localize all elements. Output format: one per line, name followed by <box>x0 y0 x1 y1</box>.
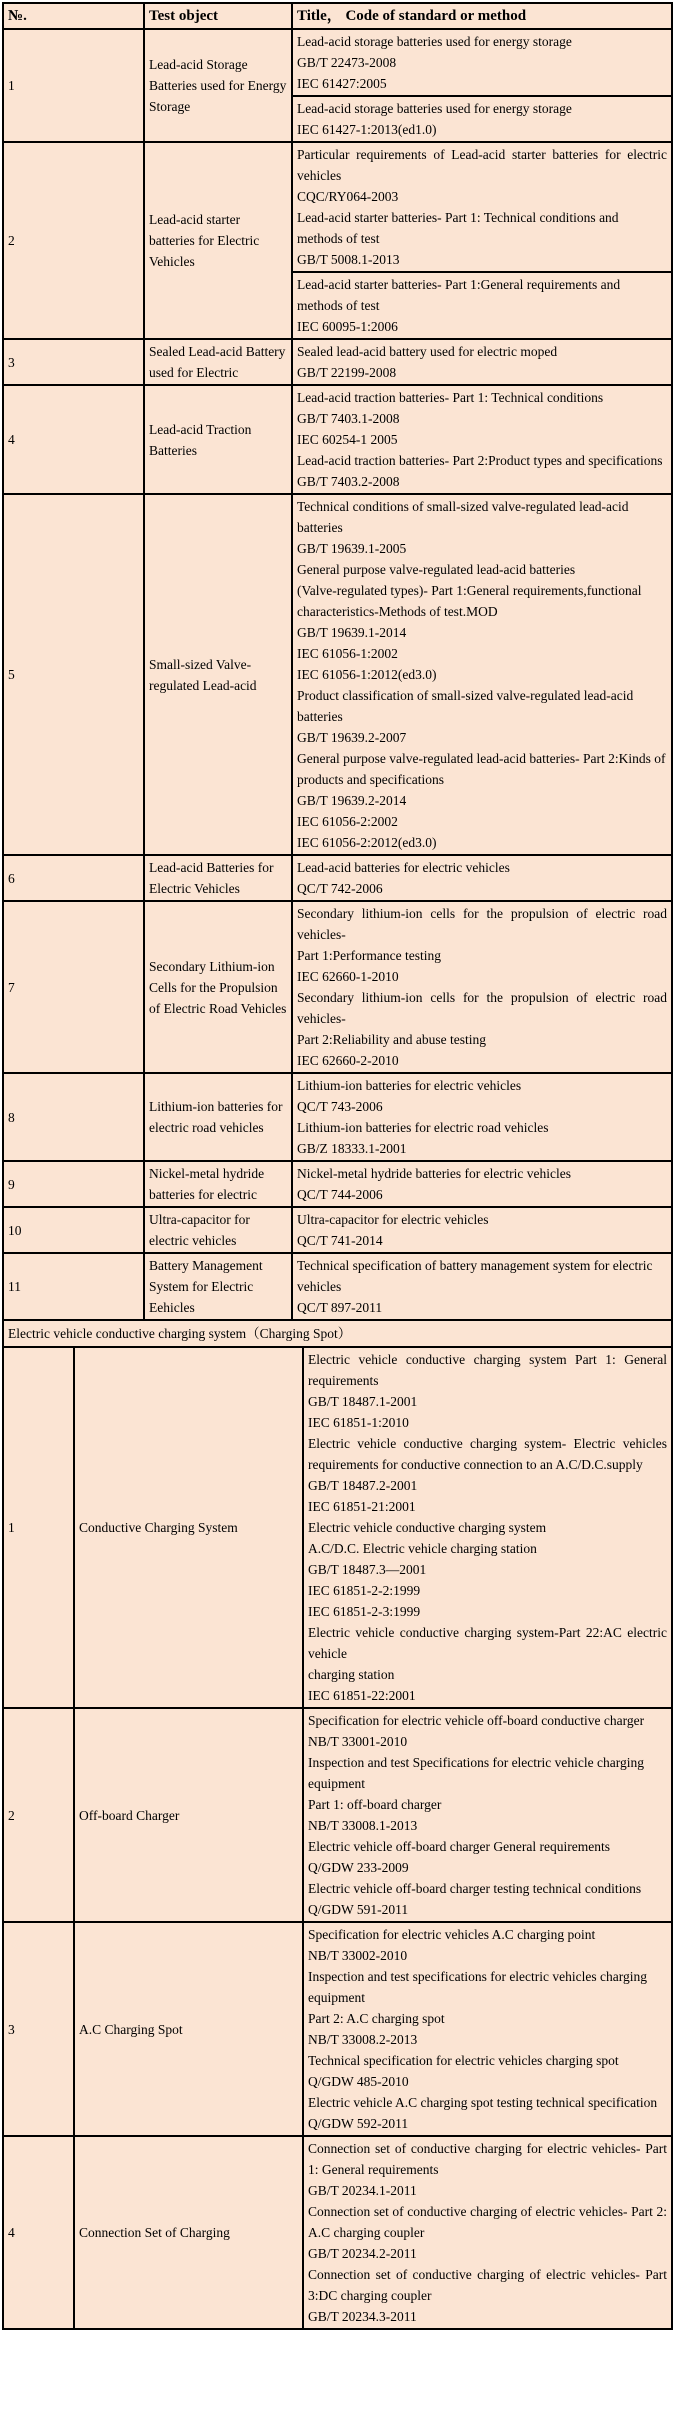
test-object-cell: Sealed Lead-acid Battery used for Electric <box>144 339 292 385</box>
title-cell <box>292 96 672 142</box>
col-header-title-code: Title， Code of standard or method <box>292 3 672 29</box>
row-number-cell: 2 <box>3 142 144 339</box>
standards-table-batteries <box>2 2 673 1321</box>
title-line: characteristics-Methods of test.MOD <box>297 604 498 619</box>
title-line: GB/T 7403.2-2008 <box>297 474 400 489</box>
title-cell <box>292 855 672 901</box>
title-cell <box>292 1253 672 1320</box>
test-object-cell: Conductive Charging System <box>74 1347 303 1708</box>
title-line: IEC 61056-2:2012(ed3.0) <box>297 835 437 850</box>
table-row <box>3 29 672 96</box>
title-cell <box>292 29 672 96</box>
title-line: IEC 61851-21:2001 <box>308 1499 416 1514</box>
table-row <box>3 385 672 494</box>
title-cell <box>292 1161 672 1207</box>
title-line: Part 2:Reliability and abuse testing <box>297 1032 486 1047</box>
title-line: Particular requirements of Lead-acid starter batteries for electric vehicles <box>297 147 667 183</box>
title-line: GB/T 22473-2008 <box>297 55 397 70</box>
title-line: GB/T 20234.3-2011 <box>308 2309 417 2324</box>
title-line: IEC 61851-1:2010 <box>308 1415 409 1430</box>
row-number-cell: 7 <box>3 901 144 1073</box>
title-line: Part 1: off-board charger <box>308 1797 442 1812</box>
test-object-cell: Ultra-capacitor for electric vehicles <box>144 1207 292 1253</box>
table-row <box>3 1253 672 1320</box>
title-cell <box>303 1922 672 2136</box>
row-number-cell: 5 <box>3 494 144 855</box>
row-number-cell: 11 <box>3 1253 144 1320</box>
title-line: IEC 61851-22:2001 <box>308 1688 416 1703</box>
title-line: Electric vehicle off-board charger General requirements <box>308 1839 610 1854</box>
title-cell <box>292 385 672 494</box>
title-line: GB/T 18487.3—2001 <box>308 1562 427 1577</box>
row-number-cell: 8 <box>3 1073 144 1161</box>
title-line: Product classification of small-sized valve-regulated lead-acid batteries <box>297 688 634 724</box>
title-line: GB/T 22199-2008 <box>297 365 397 380</box>
test-object-cell: Lithium-ion batteries for electric road vehicles <box>144 1073 292 1161</box>
title-line: NB/T 33008.1-2013 <box>308 1818 418 1833</box>
table-row <box>3 494 672 855</box>
title-line: Secondary lithium-ion cells for the propulsion of electric road vehicles- <box>297 990 667 1026</box>
title-line: Nickel-metal hydride batteries for electric vehicles <box>297 1166 571 1181</box>
title-line: Technical conditions of small-sized valve-regulated lead-acid batteries <box>297 499 629 535</box>
title-line: (Valve-regulated types)- Part 1:General requirements,functional <box>297 583 642 598</box>
standards-table-charging <box>2 1346 673 2330</box>
row-number-cell: 9 <box>3 1161 144 1207</box>
test-object-cell: Lead-acid starter batteries for Electric Vehicles <box>144 142 292 339</box>
title-line: Electric vehicle conductive charging system <box>308 1520 547 1535</box>
test-object-cell: Lead-acid Batteries for Electric Vehicles <box>144 855 292 901</box>
table-row <box>3 339 672 385</box>
title-line: Secondary lithium-ion cells for the propulsion of electric road vehicles- <box>297 906 667 942</box>
title-line: QC/T 741-2014 <box>297 1233 383 1248</box>
title-line: Specification for electric vehicles A.C charging point <box>308 1927 596 1942</box>
title-line: Technical specification of battery management system for electric vehicles <box>297 1258 653 1294</box>
title-line: IEC 61851-2-3:1999 <box>308 1604 421 1619</box>
title-line: IEC 61427:2005 <box>297 76 387 91</box>
title-line: QC/T 744-2006 <box>297 1187 383 1202</box>
title-line: NB/T 33008.2-2013 <box>308 2032 418 2047</box>
table-row <box>3 1073 672 1161</box>
row-number-cell: 10 <box>3 1207 144 1253</box>
table-row <box>3 1207 672 1253</box>
title-line: GB/T 19639.2-2007 <box>297 730 407 745</box>
row-number-cell: 2 <box>3 1708 74 1922</box>
title-line: GB/T 19639.1-2005 <box>297 541 407 556</box>
title-line: General purpose valve-regulated lead-acid batteries- Part 2:Kinds of products and specifications <box>297 751 666 787</box>
table-row <box>3 1708 672 1922</box>
title-cell <box>292 142 672 272</box>
title-cell <box>292 1207 672 1253</box>
title-line: IEC 61851-2-2:1999 <box>308 1583 421 1598</box>
table-row <box>3 1922 672 2136</box>
title-cell <box>292 494 672 855</box>
title-line: Electric vehicle conductive charging system- Electric vehicles requirements for conductive connection to an A.C/D.C.supply <box>308 1436 667 1472</box>
title-line: IEC 61056-1:2002 <box>297 646 398 661</box>
test-object-cell: Secondary Lithium-ion Cells for the Propulsion of Electric Road Vehicles <box>144 901 292 1073</box>
title-line: Electric vehicle conductive charging system-Part 22:AC electric vehicle <box>308 1625 667 1661</box>
title-line: GB/T 18487.2-2001 <box>308 1478 418 1493</box>
col-header-no: №. <box>3 3 144 29</box>
test-object-cell: Off-board Charger <box>74 1708 303 1922</box>
title-line: Lithium-ion batteries for electric vehicles <box>297 1078 522 1093</box>
title-line: QC/T 742-2006 <box>297 881 383 896</box>
title-line: Inspection and test Specifications for electric vehicle charging <box>308 1755 644 1770</box>
title-line: Lithium-ion batteries for electric road vehicles <box>297 1120 549 1135</box>
title-cell <box>292 1073 672 1161</box>
title-line: Sealed lead-acid battery used for electric moped <box>297 344 558 359</box>
title-line: IEC 62660-2-2010 <box>297 1053 399 1068</box>
title-line: GB/Z 18333.1-2001 <box>297 1141 407 1156</box>
table-row <box>3 1347 672 1708</box>
title-line: Lead-acid storage batteries used for energy storage <box>297 34 572 49</box>
title-line: Q/GDW 592-2011 <box>308 2116 409 2131</box>
title-line: IEC 61056-1:2012(ed3.0) <box>297 667 437 682</box>
title-line: GB/T 19639.2-2014 <box>297 793 407 808</box>
title-line: IEC 60095-1:2006 <box>297 319 398 334</box>
table-row <box>3 901 672 1073</box>
title-line: IEC 61056-2:2002 <box>297 814 398 829</box>
title-line: Lead-acid starter batteries- Part 1:General requirements and methods of test <box>297 277 621 313</box>
test-object-cell: Battery Management System for Electric Eehicles <box>144 1253 292 1320</box>
title-line: Electric vehicle off-board charger testing technical conditions <box>308 1881 642 1896</box>
title-line: Specification for electric vehicle off-board conductive charger <box>308 1713 645 1728</box>
title-line: General purpose valve-regulated lead-acid batteries <box>297 562 576 577</box>
title-line: charging station <box>308 1667 395 1682</box>
title-cell <box>292 339 672 385</box>
row-number-cell: 4 <box>3 2136 74 2329</box>
row-number-cell: 4 <box>3 385 144 494</box>
title-line: IEC 62660-1-2010 <box>297 969 399 984</box>
title-line: Lead-acid traction batteries- Part 1: Technical conditions <box>297 390 604 405</box>
title-line: Electric vehicle conductive charging system Part 1: General requirements <box>308 1352 667 1388</box>
title-line: IEC 61427-1:2013(ed1.0) <box>297 122 437 137</box>
title-line: GB/T 19639.1-2014 <box>297 625 407 640</box>
row-number-cell: 1 <box>3 29 144 142</box>
section-divider-charging-spot: Electric vehicle conductive charging system（Charging Spot） <box>2 1319 673 1348</box>
row-number-cell: 3 <box>3 339 144 385</box>
table-row <box>3 142 672 272</box>
test-object-cell: A.C Charging Spot <box>74 1922 303 2136</box>
table-row <box>3 2136 672 2329</box>
row-number-cell: 6 <box>3 855 144 901</box>
title-line: Part 2: A.C charging spot <box>308 2011 445 2026</box>
title-line: Lead-acid traction batteries- Part 2:Product types and specifications <box>297 453 663 468</box>
title-line: NB/T 33001-2010 <box>308 1734 408 1749</box>
title-line: Connection set of conductive charging of electric vehicles- Part 3:DC charging coupler <box>308 2267 667 2303</box>
title-line: Electric vehicle A.C charging spot testing technical specification <box>308 2095 658 2110</box>
title-line: A.C/D.C. Electric vehicle charging station <box>308 1541 537 1556</box>
title-cell <box>303 1347 672 1708</box>
test-object-cell: Lead-acid Storage Batteries used for Energy Storage <box>144 29 292 142</box>
test-object-cell: Small-sized Valve-regulated Lead-acid <box>144 494 292 855</box>
row-number-cell: 3 <box>3 1922 74 2136</box>
test-object-cell: Nickel-metal hydride batteries for electric <box>144 1161 292 1207</box>
table-row <box>3 1161 672 1207</box>
title-line: Q/GDW 591-2011 <box>308 1902 409 1917</box>
col-header-test-object: Test object <box>144 3 292 29</box>
title-line: equipment <box>308 1776 365 1791</box>
title-cell <box>303 1708 672 1922</box>
title-cell <box>292 272 672 339</box>
title-cell <box>292 901 672 1073</box>
title-line: QC/T 897-2011 <box>297 1300 383 1315</box>
test-object-cell: Lead-acid Traction Batteries <box>144 385 292 494</box>
title-line: equipment <box>308 1990 365 2005</box>
title-line: Part 1:Performance testing <box>297 948 441 963</box>
title-line: Lead-acid storage batteries used for energy storage <box>297 101 572 116</box>
title-cell <box>303 2136 672 2329</box>
title-line: Ultra-capacitor for electric vehicles <box>297 1212 489 1227</box>
title-line: Connection set of conductive charging for electric vehicles- Part 1: General requirements <box>308 2141 667 2177</box>
title-line: Lead-acid batteries for electric vehicles <box>297 860 510 875</box>
title-line: GB/T 20234.1-2011 <box>308 2183 417 2198</box>
title-line: GB/T 7403.1-2008 <box>297 411 400 426</box>
title-line: Technical specification for electric vehicles charging spot <box>308 2053 619 2068</box>
title-line: NB/T 33002-2010 <box>308 1948 408 1963</box>
title-line: CQC/RY064-2003 <box>297 189 399 204</box>
title-line: Q/GDW 233-2009 <box>308 1860 409 1875</box>
title-line: GB/T 5008.1-2013 <box>297 252 400 267</box>
title-line: GB/T 20234.2-2011 <box>308 2246 417 2261</box>
table-row <box>3 855 672 901</box>
title-line: QC/T 743-2006 <box>297 1099 383 1114</box>
title-line: IEC 60254-1 2005 <box>297 432 398 447</box>
title-line: GB/T 18487.1-2001 <box>308 1394 418 1409</box>
test-object-cell: Connection Set of Charging <box>74 2136 303 2329</box>
title-line: Connection set of conductive charging of electric vehicles- Part 2: A.C charging coupler <box>308 2204 667 2240</box>
title-line: Inspection and test specifications for electric vehicles charging <box>308 1969 647 1984</box>
row-number-cell: 1 <box>3 1347 74 1708</box>
title-line: Lead-acid starter batteries- Part 1: Technical conditions and methods of test <box>297 210 619 246</box>
header-row <box>3 3 672 29</box>
title-line: Q/GDW 485-2010 <box>308 2074 409 2089</box>
